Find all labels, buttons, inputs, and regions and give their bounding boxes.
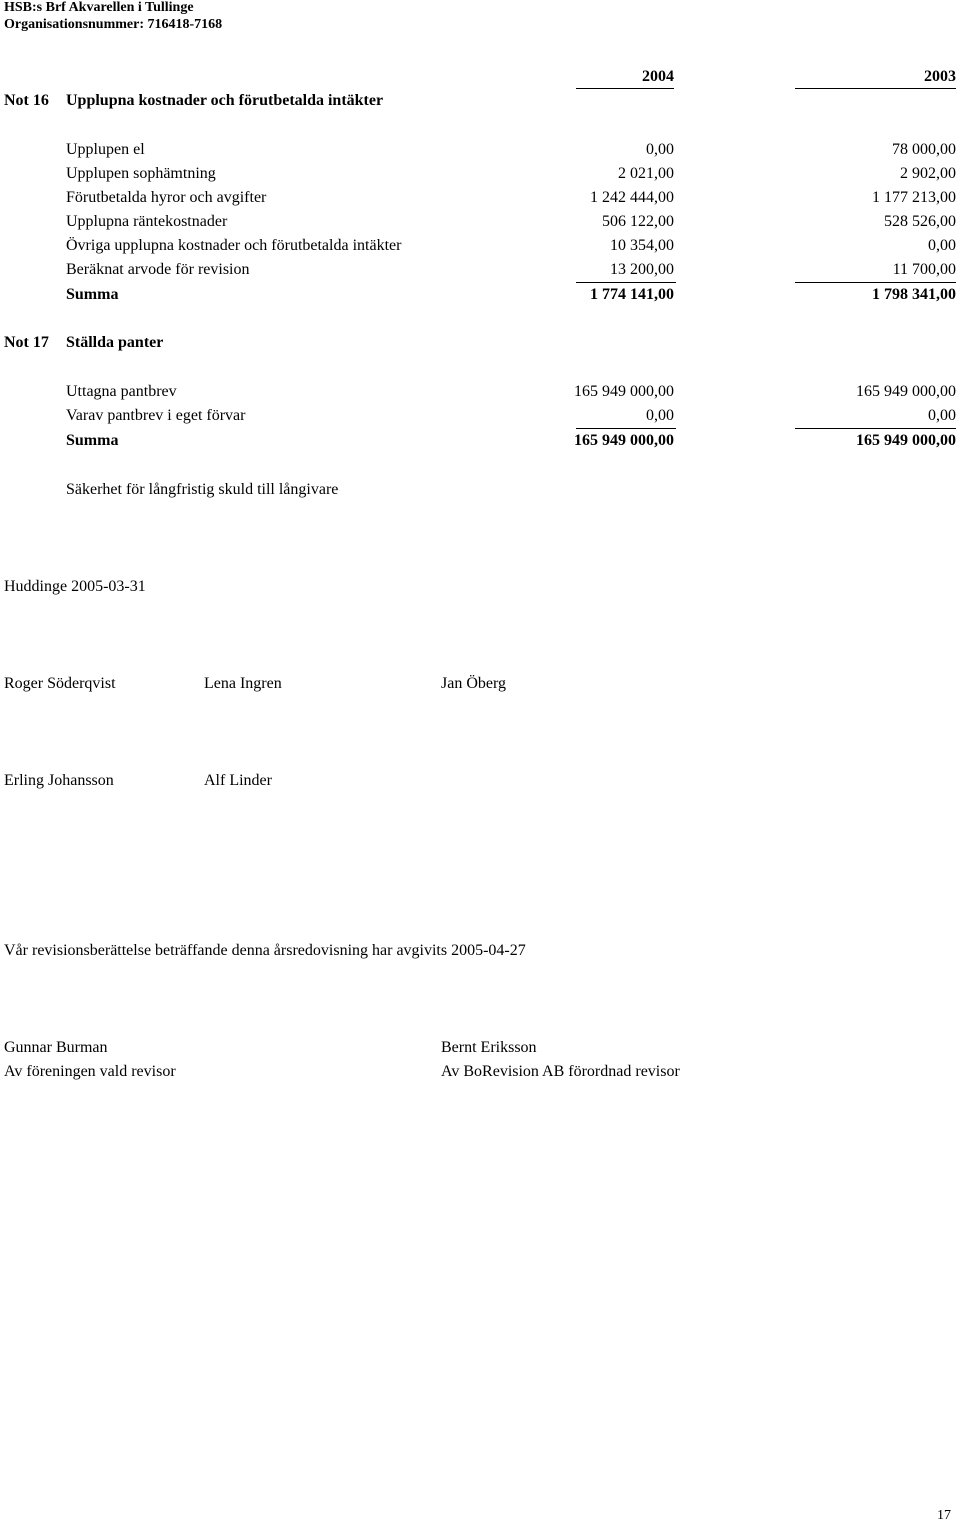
row-label: Upplupen el (66, 141, 145, 158)
row-label: Övriga upplupna kostnader och förutbetalda intäkter (66, 237, 402, 254)
place-date: Huddinge 2005-03-31 (4, 578, 146, 595)
column-year-2004-underline (576, 88, 674, 89)
row-value-2003: 78 000,00 (892, 141, 956, 158)
sum-label: Summa (66, 286, 119, 303)
sum-divider-2003 (795, 428, 956, 429)
sum-divider-2004 (576, 282, 676, 283)
sum-value-2003: 1 798 341,00 (872, 286, 956, 303)
sum-value-2003: 165 949 000,00 (856, 432, 956, 449)
auditor-role: Av BoRevision AB förordnad revisor (441, 1063, 680, 1080)
security-text: Säkerhet för långfristig skuld till långivare (66, 481, 339, 498)
note17-number: Not 17 (4, 334, 49, 351)
row-value-2004: 0,00 (646, 141, 674, 158)
row-value-2003: 165 949 000,00 (856, 383, 956, 400)
page-number: 17 (937, 1508, 951, 1523)
board-signature-name: Lena Ingren (204, 675, 282, 692)
row-value-2004: 1 242 444,00 (590, 189, 674, 206)
column-year-2004: 2004 (642, 68, 674, 85)
board-signature-name: Jan Öberg (441, 675, 507, 692)
sum-divider-2004 (576, 428, 676, 429)
sum-value-2004: 1 774 141,00 (590, 286, 674, 303)
row-value-2003: 1 177 213,00 (872, 189, 956, 206)
auditor-role: Av föreningen vald revisor (4, 1063, 176, 1080)
row-label: Beräknat arvode för revision (66, 261, 250, 278)
row-label: Upplupen sophämtning (66, 165, 216, 182)
association-name: HSB:s Brf Akvarellen i Tullinge (4, 0, 194, 15)
sum-label: Summa (66, 432, 119, 449)
audit-statement: Vår revisionsberättelse beträffande denna årsredovisning har avgivits 2005-04-27 (4, 942, 526, 959)
row-label: Uttagna pantbrev (66, 383, 177, 400)
row-value-2003: 11 700,00 (892, 261, 956, 278)
auditor-name: Bernt Eriksson (441, 1039, 537, 1056)
row-value-2004: 0,00 (646, 407, 674, 424)
note17-title: Ställda panter (66, 334, 164, 351)
note16-number: Not 16 (4, 92, 49, 109)
sum-divider-2003 (795, 282, 956, 283)
row-value-2004: 10 354,00 (610, 237, 674, 254)
column-year-2003-underline (795, 88, 956, 89)
row-value-2004: 13 200,00 (610, 261, 674, 278)
row-value-2003: 0,00 (928, 237, 956, 254)
row-value-2004: 165 949 000,00 (574, 383, 674, 400)
organization-number: Organisationsnummer: 716418-7168 (4, 17, 223, 32)
column-year-2003: 2003 (924, 68, 956, 85)
row-value-2004: 2 021,00 (618, 165, 674, 182)
auditor-name: Gunnar Burman (4, 1039, 108, 1056)
note16-title: Upplupna kostnader och förutbetalda intäkter (66, 92, 384, 109)
sum-value-2004: 165 949 000,00 (574, 432, 674, 449)
row-value-2003: 2 902,00 (900, 165, 956, 182)
board-signature-name: Roger Söderqvist (4, 675, 116, 692)
board-signature-name: Alf Linder (204, 772, 272, 789)
row-value-2003: 528 526,00 (884, 213, 956, 230)
row-label: Förutbetalda hyror och avgifter (66, 189, 267, 206)
row-label: Varav pantbrev i eget förvar (66, 407, 246, 424)
row-value-2003: 0,00 (928, 407, 956, 424)
row-value-2004: 506 122,00 (602, 213, 674, 230)
row-label: Upplupna räntekostnader (66, 213, 228, 230)
board-signature-name: Erling Johansson (4, 772, 114, 789)
